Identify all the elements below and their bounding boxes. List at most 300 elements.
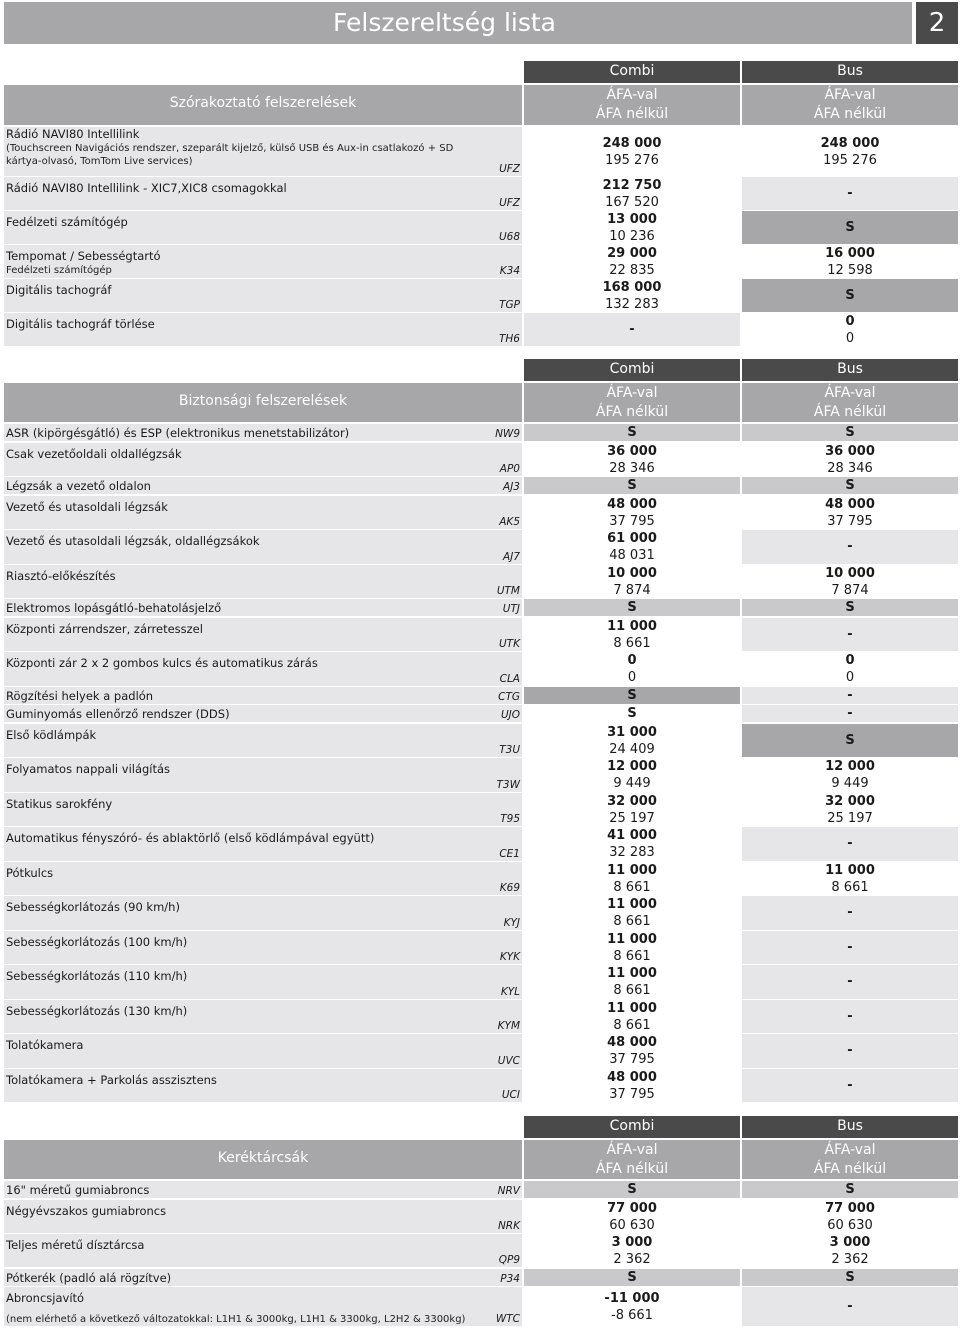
- price-cell-bus: [742, 599, 958, 616]
- item-description: Folyamatos nappali világítás: [6, 762, 171, 776]
- section-title: Szórakoztató felszerelések: [169, 95, 357, 111]
- option-code: UCI: [501, 1089, 520, 1101]
- price-without-vat: 8 661: [613, 983, 651, 999]
- price-with-vat: 16 000: [825, 246, 875, 261]
- section-title: Biztonsági felszerelések: [178, 393, 348, 409]
- price-with-vat: 11 000: [607, 897, 657, 913]
- vat-without-label: ÁFA nélkül: [595, 404, 669, 420]
- price-cell-bus: [742, 530, 958, 564]
- price-value: S: [845, 425, 855, 440]
- item-description: Tolatókamera + Parkolás asszisztens: [6, 1072, 217, 1087]
- price-cell-combi: [524, 443, 740, 477]
- item-note: (Touchscreen Navigációs rendszer, szeparált kijelző, külső USB és Aux-in csatlakozó + SD kártya-olvasó, TomTom Live services): [6, 143, 454, 167]
- price-value: -: [847, 186, 853, 201]
- price-with-vat: 31 000: [607, 724, 657, 740]
- price-value: -: [847, 905, 853, 921]
- price-with-vat: 11 000: [607, 1000, 657, 1016]
- item-description: Elektromos lopásgátló-behatolásjelző: [6, 601, 222, 615]
- price-cell-bus: [742, 1181, 958, 1198]
- option-code: AJ3: [503, 481, 520, 493]
- option-code: U68: [498, 231, 520, 243]
- item-description: Teljes méretű dísztárcsa: [6, 1238, 145, 1252]
- option-code: CTG: [498, 690, 520, 703]
- table-row: [0, 211, 960, 245]
- price-cell-bus: [742, 477, 958, 494]
- table-row: [0, 1200, 960, 1234]
- option-code: CE1: [499, 847, 520, 860]
- table-row: [0, 862, 960, 897]
- table-row: [0, 724, 960, 759]
- price-with-vat: 12 000: [825, 759, 875, 775]
- price-cell-combi: [524, 758, 740, 792]
- price-cell-combi: [524, 496, 740, 530]
- vat-with-label: ÁFA-val: [606, 87, 658, 103]
- price-value: -: [847, 974, 853, 990]
- price-value: -: [629, 322, 635, 337]
- price-with-vat: 77 000: [607, 1200, 657, 1216]
- price-with-vat: 48 000: [607, 496, 657, 512]
- table-row: [0, 496, 960, 531]
- price-value: S: [627, 706, 637, 721]
- vat-header-bus: [742, 85, 958, 125]
- vat-header-combi: [524, 383, 740, 422]
- price-with-vat: 11 000: [607, 862, 657, 878]
- price-without-vat: 0: [845, 670, 855, 686]
- price-with-vat: 3 000: [829, 1235, 871, 1250]
- price-cell-combi: [524, 599, 740, 616]
- price-cell-combi: [524, 896, 740, 930]
- column-title: Bus: [837, 1118, 863, 1134]
- option-code: AK5: [499, 516, 520, 528]
- option-code: WTC: [495, 1313, 520, 1325]
- price-value: S: [627, 1269, 637, 1285]
- price-cell-bus: [742, 1269, 958, 1286]
- price-value: S: [627, 425, 637, 440]
- price-value: S: [845, 600, 855, 615]
- price-cell-bus: [742, 443, 958, 477]
- option-code: UTJ: [502, 603, 520, 615]
- option-code: AJ7: [503, 550, 520, 563]
- column-header-combi: [524, 359, 740, 381]
- price-cell-combi: [524, 177, 740, 210]
- price-cell-bus: [742, 127, 958, 176]
- price-without-vat: 28 346: [609, 460, 655, 476]
- price-without-vat: 10 236: [609, 229, 655, 244]
- price-cell-combi: [524, 931, 740, 965]
- option-code: QP9: [498, 1254, 520, 1266]
- vat-with-label: ÁFA-val: [606, 385, 658, 401]
- price-cell-bus: [742, 1069, 958, 1103]
- option-code: CLA: [499, 672, 520, 685]
- price-without-vat: 48 031: [609, 548, 655, 564]
- price-value: S: [845, 732, 855, 748]
- price-cell-combi: [524, 1200, 740, 1233]
- option-code: T3W: [496, 778, 520, 791]
- price-cell-combi: [524, 793, 740, 827]
- price-value: -: [847, 626, 853, 642]
- item-description: Riasztó-előkészítés: [6, 568, 116, 583]
- table-row: [0, 827, 960, 862]
- price-with-vat: -11 000: [604, 1291, 660, 1306]
- item-description: Rádió NAVI80 Intellilink: [6, 127, 140, 141]
- table-row: [0, 1287, 960, 1327]
- option-code: NRV: [497, 1185, 520, 1197]
- table-row: [0, 1000, 960, 1035]
- price-cell-bus: [742, 1000, 958, 1034]
- price-with-vat: 41 000: [607, 828, 657, 844]
- price-with-vat: 248 000: [820, 136, 880, 151]
- column-title: Combi: [609, 1118, 655, 1134]
- table-row: [0, 565, 960, 600]
- price-without-vat: -8 661: [611, 1308, 653, 1323]
- price-cell-combi: [524, 211, 740, 244]
- price-without-vat: 37 795: [609, 513, 655, 529]
- price-without-vat: 9 449: [613, 776, 651, 792]
- item-description: Pótkerék (padló alá rögzítve): [6, 1270, 172, 1285]
- price-with-vat: 0: [845, 653, 855, 669]
- option-code: UFZ: [499, 197, 520, 209]
- price-with-vat: 13 000: [607, 212, 657, 227]
- price-cell-combi: [524, 724, 740, 758]
- vat-with-label: ÁFA-val: [606, 1142, 658, 1158]
- option-code: UJO: [500, 709, 520, 721]
- price-without-vat: 8 661: [613, 1017, 651, 1033]
- price-value: S: [627, 478, 637, 493]
- table-row: [0, 931, 960, 966]
- price-cell-bus: [742, 279, 958, 312]
- table-row: [0, 965, 960, 1000]
- price-cell-combi: [524, 477, 740, 494]
- price-with-vat: 11 000: [607, 931, 657, 947]
- table-row: [0, 618, 960, 653]
- price-with-vat: 3 000: [611, 1235, 653, 1250]
- price-cell-bus: [742, 565, 958, 599]
- price-without-vat: 60 630: [827, 1217, 873, 1233]
- price-without-vat: 37 795: [609, 1086, 655, 1102]
- table-row: [0, 1069, 960, 1104]
- item-description: Légzsák a vezető oldalon: [6, 479, 151, 493]
- column-title: Bus: [837, 361, 863, 377]
- price-value: -: [847, 687, 853, 703]
- item-description: Tempomat / Sebességtartó: [6, 249, 161, 263]
- price-without-vat: 25 197: [609, 810, 655, 826]
- price-without-vat: 167 520: [605, 195, 659, 210]
- price-cell-combi: [524, 1234, 740, 1267]
- option-code: KYM: [497, 1020, 520, 1032]
- price-without-vat: 195 276: [823, 153, 877, 168]
- price-without-vat: 8 661: [613, 879, 651, 895]
- option-code: P34: [500, 1272, 520, 1285]
- item-description: Rádió NAVI80 Intellilink - XIC7,XIC8 csomagokkal: [6, 181, 287, 195]
- price-without-vat: 7 874: [613, 582, 651, 598]
- price-value: -: [847, 1299, 853, 1314]
- column-title: Combi: [609, 361, 655, 377]
- item-note: (nem elérhető a következő változatokkal: L1H1 & 3000kg, L1H1 & 3300kg, L2H2 & 3300kg): [6, 1314, 466, 1325]
- item-description: Digitális tachográf: [6, 283, 112, 297]
- price-cell-bus: [742, 931, 958, 965]
- vat-header-bus: [742, 383, 958, 422]
- price-cell-bus: [742, 1287, 958, 1326]
- price-cell-bus: [742, 705, 958, 722]
- price-with-vat: 10 000: [825, 565, 875, 581]
- table-row: [0, 424, 960, 442]
- price-cell-combi: [524, 313, 740, 346]
- option-code: K69: [499, 882, 520, 894]
- item-description: Első ködlámpák: [6, 727, 97, 742]
- price-cell-bus: [742, 211, 958, 244]
- price-with-vat: 248 000: [602, 136, 662, 151]
- price-without-vat: 2 362: [831, 1252, 869, 1267]
- price-value: S: [845, 288, 855, 303]
- table-row: [0, 793, 960, 828]
- price-with-vat: 36 000: [825, 443, 875, 459]
- price-with-vat: 48 000: [607, 1035, 657, 1051]
- price-cell-combi: [524, 1269, 740, 1286]
- price-without-vat: 24 409: [609, 741, 655, 757]
- price-with-vat: 11 000: [607, 966, 657, 982]
- price-cell-combi: [524, 618, 740, 652]
- price-value: S: [627, 687, 637, 703]
- price-value: -: [847, 539, 853, 555]
- price-cell-bus: [742, 827, 958, 861]
- column-header-bus: [742, 61, 958, 83]
- section-title: Keréktárcsák: [217, 1150, 309, 1166]
- price-without-vat: 8 661: [613, 914, 651, 930]
- price-cell-combi: [524, 1034, 740, 1068]
- option-code: K34: [499, 265, 520, 277]
- price-cell-combi: [524, 1287, 740, 1326]
- item-description: 16" méretű gumiabroncs: [6, 1183, 150, 1197]
- item-description: Vezető és utasoldali légzsák: [6, 499, 168, 514]
- item-description: Vezető és utasoldali légzsák, oldallégzsákok: [6, 534, 260, 548]
- table-row: [0, 599, 960, 617]
- vat-header-combi: [524, 1140, 740, 1179]
- item-description: Négyévszakos gumiabroncs: [6, 1203, 167, 1218]
- price-without-vat: 8 661: [613, 948, 651, 964]
- price-cell-combi: [524, 965, 740, 999]
- price-cell-bus: [742, 965, 958, 999]
- table-row: [0, 1181, 960, 1199]
- price-without-vat: 37 795: [609, 1052, 655, 1068]
- item-description: Rögzítési helyek a padlón: [6, 688, 154, 703]
- column-header-combi: [524, 1116, 740, 1138]
- price-cell-bus: [742, 1234, 958, 1267]
- price-with-vat: 36 000: [607, 443, 657, 459]
- price-without-vat: 9 449: [831, 776, 869, 792]
- price-without-vat: 8 661: [613, 635, 651, 651]
- option-code: KYJ: [503, 916, 520, 929]
- item-description: Sebességkorlátozás (100 km/h): [6, 934, 188, 949]
- table-row: [0, 896, 960, 931]
- price-cell-bus: [742, 177, 958, 210]
- option-code: UTK: [499, 638, 520, 650]
- price-cell-bus: [742, 424, 958, 441]
- price-value: S: [845, 1182, 855, 1197]
- price-without-vat: 0: [627, 670, 637, 686]
- price-cell-bus: [742, 793, 958, 827]
- price-value: -: [847, 836, 853, 852]
- price-cell-bus: [742, 245, 958, 278]
- option-code: UFZ: [499, 163, 520, 175]
- vat-without-label: ÁFA nélkül: [813, 1161, 887, 1177]
- price-cell-bus: [742, 896, 958, 930]
- option-code: TGP: [499, 299, 520, 311]
- option-code: UVC: [497, 1054, 520, 1067]
- table-row: [0, 127, 960, 177]
- vat-with-label: ÁFA-val: [824, 1142, 876, 1158]
- price-cell-bus: [742, 687, 958, 704]
- item-description: Központi zárrendszer, zárretesszel: [6, 621, 203, 636]
- price-value: -: [847, 706, 853, 721]
- item-description: Guminyomás ellenőrző rendszer (DDS): [6, 707, 230, 721]
- price-value: S: [845, 478, 855, 493]
- table-row: [0, 177, 960, 211]
- item-description: Csak vezetőoldali oldallégzsák: [6, 446, 182, 461]
- price-with-vat: 11 000: [607, 618, 657, 634]
- price-value: S: [845, 1269, 855, 1285]
- price-without-vat: 22 835: [609, 263, 655, 278]
- price-without-vat: 12 598: [827, 263, 873, 278]
- item-note: Fedélzeti számítógép: [6, 265, 112, 276]
- price-cell-bus: [742, 618, 958, 652]
- row-background: [4, 862, 522, 896]
- price-with-vat: 212 750: [602, 178, 662, 193]
- price-value: -: [847, 1077, 853, 1093]
- vat-without-label: ÁFA nélkül: [595, 1161, 669, 1177]
- vat-without-label: ÁFA nélkül: [813, 106, 887, 122]
- table-row: [0, 705, 960, 723]
- price-without-vat: 195 276: [605, 153, 659, 168]
- price-with-vat: 32 000: [607, 793, 657, 809]
- price-with-vat: 10 000: [607, 565, 657, 581]
- price-cell-combi: [524, 687, 740, 704]
- item-description: Statikus sarokfény: [6, 796, 113, 811]
- page-header: [4, 2, 912, 44]
- price-without-vat: 2 362: [613, 1252, 651, 1267]
- price-with-vat: 12 000: [607, 759, 657, 775]
- price-with-vat: 11 000: [825, 862, 875, 878]
- table-row: [0, 1034, 960, 1069]
- table-row: [0, 1234, 960, 1268]
- page-title: Felszereltség lista: [333, 8, 556, 37]
- price-cell-combi: [524, 1000, 740, 1034]
- vat-with-label: ÁFA-val: [824, 87, 876, 103]
- price-cell-bus: [742, 1200, 958, 1233]
- column-title: Combi: [609, 63, 655, 79]
- item-description: Automatikus fényszóró- és ablaktörlő (első ködlámpával együtt): [6, 831, 375, 845]
- option-code: AP0: [499, 463, 520, 475]
- price-with-vat: 0: [627, 653, 637, 669]
- price-cell-combi: [524, 1069, 740, 1103]
- price-without-vat: 28 346: [827, 460, 873, 476]
- price-value: -: [847, 939, 853, 955]
- item-description: Abroncsjavító: [6, 1291, 85, 1305]
- price-cell-combi: [524, 1181, 740, 1198]
- option-code: UTM: [496, 585, 520, 597]
- price-value: -: [847, 1043, 853, 1059]
- table-row: [0, 443, 960, 478]
- price-cell-combi: [524, 127, 740, 176]
- price-cell-combi: [524, 827, 740, 861]
- table-row: [0, 652, 960, 687]
- item-description: Sebességkorlátozás (90 km/h): [6, 900, 180, 914]
- price-cell-combi: [524, 245, 740, 278]
- price-value: S: [845, 220, 855, 235]
- item-description: Sebességkorlátozás (110 km/h): [6, 969, 188, 983]
- price-without-vat: 32 283: [609, 845, 655, 861]
- price-cell-combi: [524, 279, 740, 312]
- price-cell-bus: [742, 496, 958, 530]
- price-without-vat: 37 795: [827, 513, 873, 529]
- price-without-vat: 25 197: [827, 810, 873, 826]
- item-description: ASR (kipörgésgátló) és ESP (elektronikus menetstabilizátor): [6, 426, 350, 440]
- column-header-bus: [742, 1116, 958, 1138]
- price-value: S: [627, 600, 637, 615]
- table-row: [0, 245, 960, 279]
- price-value: S: [627, 1182, 637, 1197]
- table-row: [0, 758, 960, 793]
- price-cell-combi: [524, 652, 740, 686]
- price-with-vat: 48 000: [607, 1069, 657, 1085]
- option-code: NW9: [495, 428, 520, 440]
- column-title: Bus: [837, 63, 863, 79]
- vat-header-combi: [524, 85, 740, 125]
- vat-without-label: ÁFA nélkül: [595, 106, 669, 122]
- table-row: [0, 1269, 960, 1287]
- item-description: Sebességkorlátozás (130 km/h): [6, 1003, 188, 1018]
- vat-without-label: ÁFA nélkül: [813, 404, 887, 420]
- option-code: NRK: [497, 1219, 520, 1232]
- table-row: [0, 687, 960, 705]
- table-row: [0, 279, 960, 313]
- column-header-bus: [742, 359, 958, 381]
- price-cell-combi: [524, 565, 740, 599]
- price-cell-combi: [524, 530, 740, 564]
- option-code: KYL: [500, 985, 520, 998]
- price-cell-combi: [524, 424, 740, 441]
- table-row: [0, 477, 960, 495]
- option-code: T3U: [499, 744, 520, 756]
- option-code: T95: [500, 813, 520, 825]
- price-cell-bus: [742, 313, 958, 346]
- price-cell-combi: [524, 862, 740, 896]
- item-description: Fedélzeti számítógép: [6, 215, 128, 229]
- vat-with-label: ÁFA-val: [824, 385, 876, 401]
- price-with-vat: 48 000: [825, 496, 875, 512]
- page-number: 2: [916, 2, 958, 44]
- item-description: Pótkulcs: [6, 865, 54, 880]
- price-with-vat: 0: [845, 314, 855, 329]
- price-without-vat: 132 283: [605, 297, 659, 312]
- item-description: Digitális tachográf törlése: [6, 317, 155, 331]
- option-code: TH6: [499, 333, 520, 345]
- price-with-vat: 32 000: [825, 793, 875, 809]
- price-without-vat: 0: [845, 331, 855, 346]
- table-row: [0, 530, 960, 565]
- price-cell-bus: [742, 862, 958, 896]
- price-cell-bus: [742, 1034, 958, 1068]
- vat-header-bus: [742, 1140, 958, 1179]
- column-header-combi: [524, 61, 740, 83]
- price-with-vat: 77 000: [825, 1200, 875, 1216]
- price-cell-bus: [742, 652, 958, 686]
- price-without-vat: 8 661: [831, 879, 869, 895]
- price-value: -: [847, 1008, 853, 1024]
- price-cell-bus: [742, 724, 958, 758]
- price-with-vat: 29 000: [607, 246, 657, 261]
- price-with-vat: 168 000: [602, 280, 662, 295]
- table-row: [0, 313, 960, 347]
